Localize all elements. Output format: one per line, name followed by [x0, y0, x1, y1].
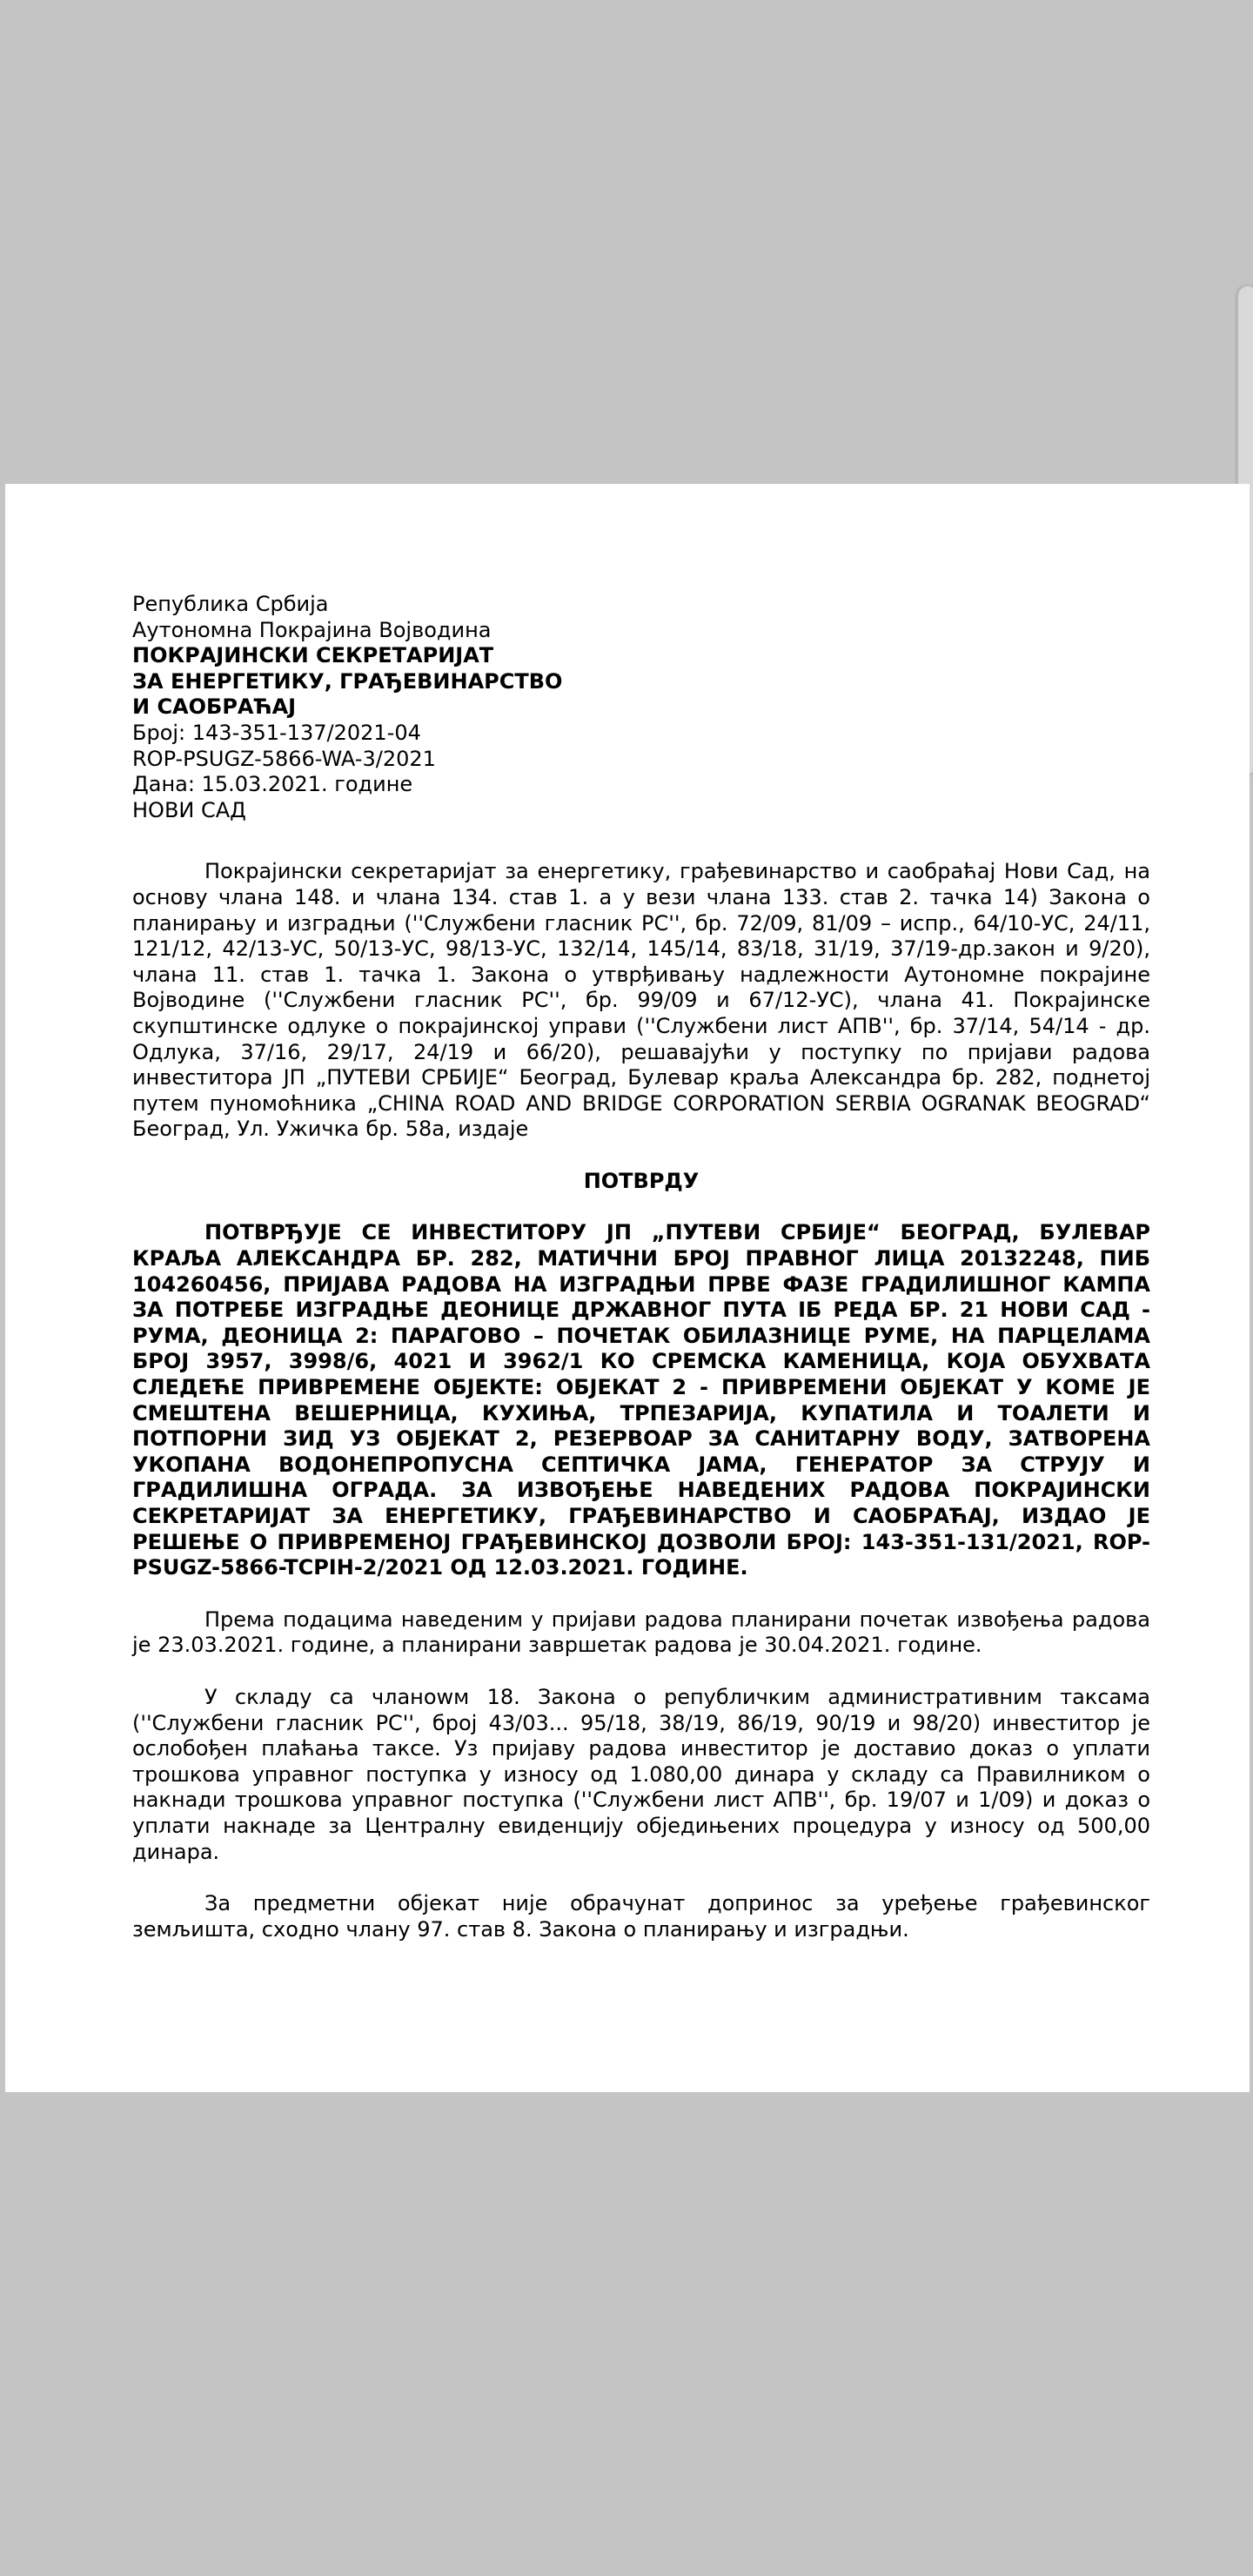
header-province: Аутономна Покрајина Војводина — [132, 617, 492, 642]
document-page — [5, 484, 1250, 2092]
document-title: ПОТВРДУ — [583, 1168, 700, 1193]
header-secretariat: ПОКРАЈИНСКИ СЕКРЕТАРИЈАТ — [132, 643, 494, 668]
fees-paragraph: У складу са чланowм 18. Закона о републичким административним таксама (''Службени гласник РС'', број 43/03... 95/18, 38/19, 86/19, 90/19 и 98/20) инвеститор је ослобођен плаћања таксе. Уз пријаву радова инвеститор је доставио доказ о уплати трошкова управног поступка у износу од 1.080,00 динара у складу са Правилником о накнади трошкова управног поступка (''Службени лист АПВ'', бр. 19/07 и 1/09) и доказ о уплати накнаде за Централну евиденцију обједињених процедура у износу од 500,00 динара. — [132, 1684, 1150, 1864]
document-content — [132, 592, 1150, 1942]
header-country: Република Србија — [132, 592, 329, 616]
header-department-cont: И САОБРАЋАЈ — [132, 694, 297, 720]
header-date: Дана: 15.03.2021. године — [132, 772, 413, 797]
header-department: ЗА ЕНЕРГЕТИКУ, ГРАЂЕВИНАРСТВО — [132, 668, 563, 694]
dates-paragraph: Према подацима наведеним у пријави радова планирани почетак извођења радова је 23.03.2021. године, а планирани завршетак радова је 30.04.2021. године. — [132, 1607, 1150, 1658]
contribution-paragraph: За предметни објекат није обрачунат допринос за уређење грађевинског земљишта, сходно члану 97. став 8. Закона о планирању и изградњи. — [132, 1891, 1150, 1942]
confirmation-paragraph: ПОТВРЂУЈЕ СЕ ИНВЕСТИТОРУ ЈП „ПУТЕВИ СРБИЈЕ“ БЕОГРАД, БУЛЕВАР КРАЉА АЛЕКСАНДРА БР. 282, МАТИЧНИ БРОЈ ПРАВНОГ ЛИЦА 20132248, ПИБ 104260456, ПРИЈАВА РАДОВА НА ИЗГРАДЊИ ПРВЕ ФАЗЕ ГРАДИЛИШНОГ КАМПА ЗА ПОТРЕБЕ ИЗГРАДЊЕ ДЕОНИЦЕ ДРЖАВНОГ ПУТА IБ РЕДА БР. 21 НОВИ САД - РУМА, ДЕОНИЦА 2: ПАРАГОВО – ПОЧЕТАК ОБИЛАЗНИЦЕ РУМЕ, НА ПАРЦЕЛАМА БРОЈ 3957, 3998/6, 4021 И 3962/1 КО СРЕМСКА КАМЕНИЦА, КОЈА ОБУХВАТА СЛЕДЕЋЕ ПРИВРЕМЕНЕ ОБЈЕКТЕ: ОБЈЕКАТ 2 - ПРИВРЕМЕНИ ОБЈЕКАТ У КОМЕ ЈЕ СМЕШТЕНА ВЕШЕРНИЦА, КУХИЊА, ТРПЕЗАРИЈА, КУПАТИЛА И ТОАЛЕТИ И ПОТПОРНИ ЗИД УЗ ОБЈЕКАТ 2, РЕЗЕРВОАР ЗА САНИТАРНУ ВОДУ, ЗАТВОРЕНА УКОПАНА ВОДОНЕПРОПУСНА СЕПТИЧКА ЈАМА, ГЕНЕРАТОР ЗА СТРУЈУ И ГРАДИЛИШНА ОГРАДА. ЗА ИЗВОЂЕЊЕ НАВЕДЕНИХ РАДОВА ПОКРАЈИНСКИ СЕКРЕТАРИЈАТ ЗА ЕНЕРГЕТИКУ, ГРАЂЕВИНАРСТВО И САОБРАЋАЈ, ИЗДАО ЈЕ РЕШЕЊЕ О ПРИВРЕМЕНОЈ ГРАЂЕВИНСКОЈ ДОЗВОЛИ БРОЈ: 143-351-131/2021, ROP-PSUGZ-5866-TCPIH-2/2021 ОД 12.03.2021. ГОДИНЕ. — [132, 1220, 1150, 1580]
header-city: НОВИ САД — [132, 797, 246, 822]
intro-paragraph: Покрајински секретаријат за енергетику, грађевинарство и саобраћај Нови Сад, на основу члана 148. и члана 134. став 1. а у вези члана 133. став 2. тачка 14) Закона о планирању и изградњи (''Службени гласник РС'', бр. 72/09, 81/09 – испр., 64/10-УС, 24/11, 121/12, 42/13-УС, 50/13-УС, 98/13-УС, 132/14, 145/14, 83/18, 31/19, 37/19-др.закон и 9/20), члана 11. став 1. тачка 1. Закона о утврђивању надлежности Аутономне покрајине Војводине (''Службени гласник РС'', бр. 99/09 и 67/12-УС), члана 41. Покрајинске скупштинске одлуке о покрајинској управи (''Службени лист АПВ'', бр. 37/14, 54/14 - др. Одлука, 37/16, 29/17, 24/19 и 66/20), решавајући у поступку по пријави радова инвеститора ЈП „ПУТЕВИ СРБИЈЕ“ Београд, Булевар краља Александра бр. 282, поднетој путем пуномоћника „CHINA ROAD AND BRIDGE CORPORATION SERBIA OGRANAK BEOGRAD“ Београд, Ул. Ужичка бр. 58а, издаје — [132, 859, 1150, 1142]
header-number: Број: 143-351-137/2021-04 — [132, 720, 421, 745]
letterhead — [132, 592, 1150, 823]
header-rop-number: ROP-PSUGZ-5866-WA-3/2021 — [132, 746, 436, 771]
